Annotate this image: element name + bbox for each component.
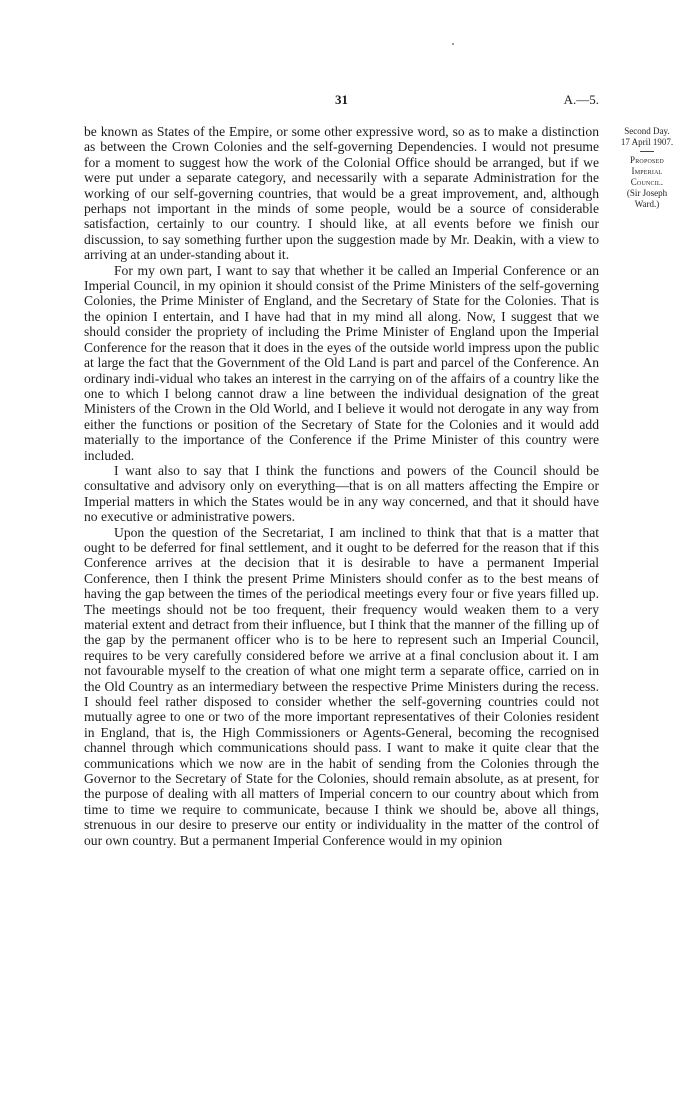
margin-speaker: (Sir Joseph [626, 188, 668, 198]
margin-topic-line: Council. [630, 177, 664, 187]
margin-rule [640, 151, 654, 152]
document-reference: A.—5. [563, 92, 599, 107]
print-speck [452, 43, 454, 45]
body-text [84, 124, 599, 848]
margin-topic-line: Imperial [631, 166, 663, 176]
paragraph: I want also to say that I think the functions and powers of the Council should be consultative and advisory only on everything—that is on all matters affecting the Empire or Imperial matters in which the States would be in any way concerned, and that it should have no executive or administrative powers. [84, 462, 599, 525]
margin-day: Second Day. [624, 126, 670, 136]
margin-date: 17 April 1907. [620, 137, 674, 147]
margin-topic-line: Proposed [630, 155, 664, 165]
page-header [84, 92, 599, 110]
paragraph: For my own part, I want to say that whether it be called an Imperial Conference or an Imperial Council, in my opinion it should consist of the Prime Ministers of the self-governing Colonies, the Prime Minister of England, and the Secretary of State for the Colonies. That is the opinion I entertain, and I have had that in my mind all along. Now, I suggest that we should consider the propriety of including the Prime Minister of England upon the Imperial Conference for the reason that it does in the eyes of the outside world impress upon the public at large the fact that the Government of the Old Land is part and parcel of the Conference. An ordinary indi-vidual who takes an interest in the carrying on of the affairs of a country like the one to which I belong cannot draw a line between the individual designation of the great Ministers of the Crown in the Old World, and I believe it would not derogate in any way from either the functions or position of the Secretary of State for the Colonies and it would add materially to the importance of the Conference if the Prime Minister of this country were included. [84, 262, 599, 463]
paragraph: Upon the question of the Secretariat, I am inclined to think that that is a matter that ought to be deferred for final settlement, and it ought to be deferred for the reason that if this Conference arrives at the decision that it is desirable to have a permanent Imperial Conference, then I think the present Prime Ministers should confer as to the best means of having the gap between the times of the periodical meetings every four or five years filled up. The meetings should not be too frequent, their frequency would weaken them to a very material extent and detract from their influence, but I think that the manner of the filling up of the gap by the permanent officer who is to be here to represent such an Imperial Council, requires to be very carefully considered before we arrive at a final conclusion about it. I am not favourable myself to the creation of what one might term a separate office, carried on in the Old Country as an intermediary between the respective Prime Ministers during the recess. I should feel rather disposed to consider whether the self-governing countries could not mutually agree to one or two of the more important representatives of their Colonies resident in England, that is, the High Commissioners or Agents-General, becoming the recognised channel through which communications should pass. I want to make it quite clear that the communications which we now are in the habit of sending from the Colonies through the Governor to the Secretary of State for the Colonies, should remain absolute, as at present, for the purpose of dealing with all matters of Imperial concern to our country about which from time to time we require to communicate, because I think we should be, above all things, strenuous in our desire to preserve our entity or individuality in the matter of the control of our own country. But a permanent Imperial Conference would in my opinion [84, 524, 599, 848]
margin-note [604, 126, 690, 210]
paragraph-continuation: be known as States of the Empire, or some other expressive word, so as to make a distinction as between the Crown Colonies and the self-governing Dependencies. I would not presume for a moment to suggest how the work of the Colonial Office should be arranged, but if we were put under a separate category, and necessarily with a separate Administration for the working of our self-governing countries, that would be a great improvement, and, although perhaps not important in the minds of some people, would be a source of considerable satisfaction, certainly to our country. I should like, at all events before we finish our discussion, to say something further upon the suggestion made by Mr. Deakin, with a view to arriving at an under-standing about it. [84, 124, 599, 263]
page-number: 31 [335, 92, 348, 107]
margin-speaker: Ward.) [634, 199, 660, 209]
